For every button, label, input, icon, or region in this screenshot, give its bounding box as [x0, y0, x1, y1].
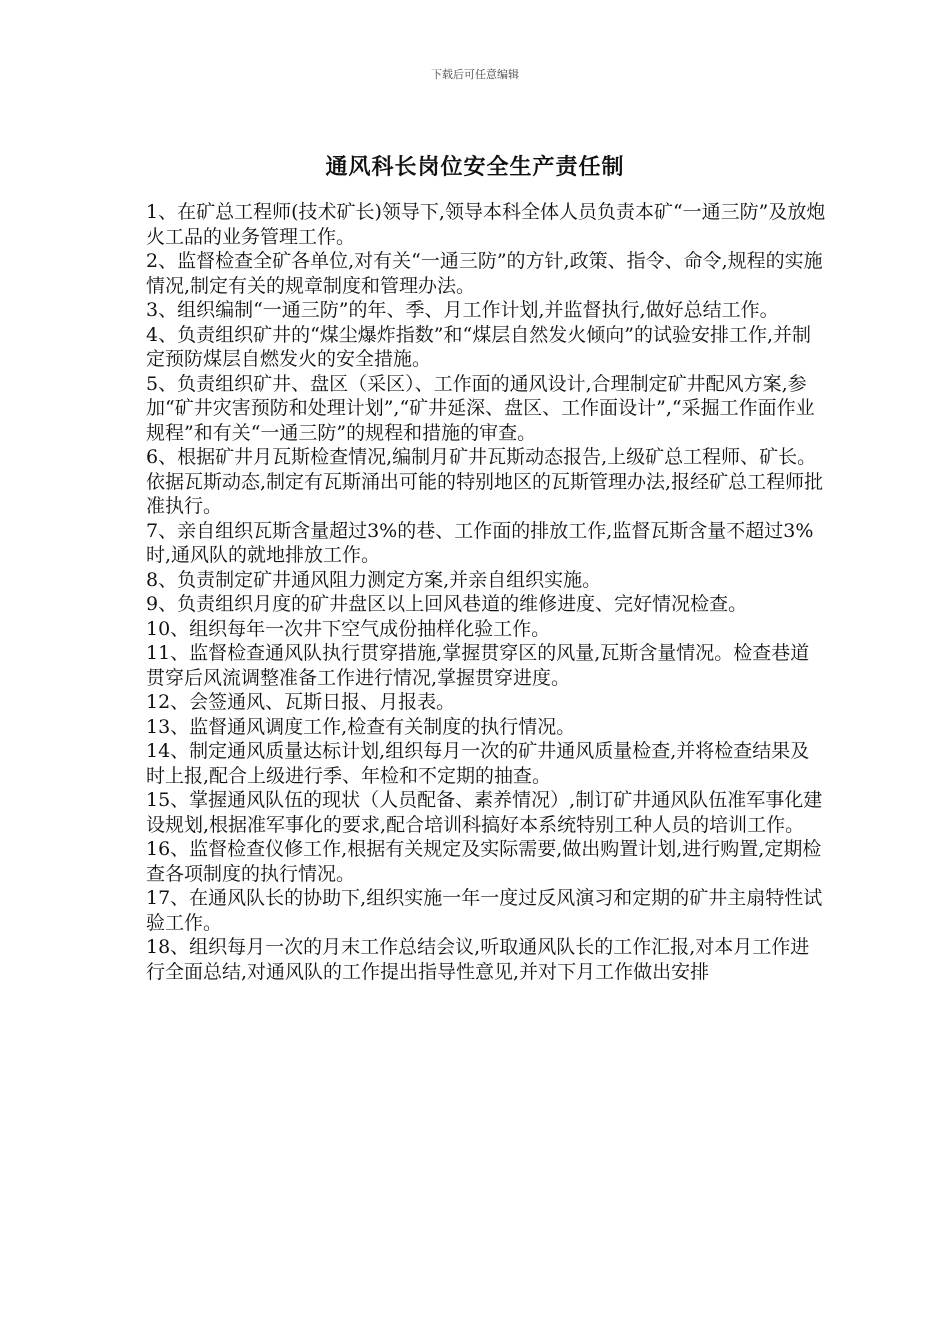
- list-item: 4、负责组织矿井的“煤尘爆炸指数”和“煤层自然发火倾向”的试验安排工作,并制定预防煤层自燃发火的安全措施。: [146, 323, 811, 370]
- list-item: 15、掌握通风队伍的现状（人员配备、素养情况）,制订矿井通风队伍准军事化建设规划,根据准军事化的要求,配合培训科搞好本系统特别工种人员的培训工作。: [146, 789, 823, 836]
- list-item: 3、组织编制“一通三防”的年、季、月工作计划,并监督执行,做好总结工作。: [146, 299, 779, 321]
- header-note: 下载后可任意编辑: [431, 68, 519, 81]
- list-item: 6、根据矿井月瓦斯检查情况,编制月矿井瓦斯动态报告,上级矿总工程师、矿长。依据瓦斯动态,制定有瓦斯涌出可能的特别地区的瓦斯管理办法,报经矿总工程师批准执行。: [146, 446, 824, 517]
- list-item: 12、会签通风、瓦斯日报、月报表。: [146, 691, 456, 713]
- list-item: 17、在通风队长的协助下,组织实施一年一度过反风演习和定期的矿井主扇特性试验工作。: [146, 887, 823, 934]
- list-item: 5、负责组织矿井、盘区（采区）、工作面的通风设计,合理制定矿井配风方案,参加“矿井灾害预防和处理计划”,“矿井延深、盘区、工作面设计”,“采掘工作面作业规程”和有关“一通三防”的规程和措施的审查。: [146, 372, 815, 444]
- list-item: 16、监督检查仪修工作,根据有关规定及实际需要,做出购置计划,进行购置,定期检查各项制度的执行情况。: [146, 838, 822, 885]
- list-item: 18、组织每月一次的月末工作总结会议,听取通风队长的工作汇报,对本月工作进行全面总结,对通风队的工作提出指导性意见,并对下月工作做出安排: [146, 936, 810, 983]
- list-item: 7、亲自组织瓦斯含量超过3%的巷、工作面的排放工作,监督瓦斯含量不超过3%时,通风队的就地排放工作。: [146, 519, 814, 566]
- list-item: 14、制定通风质量达标计划,组织每月一次的矿井通风质量检查,并将检查结果及时上报,配合上级进行季、年检和不定期的抽查。: [146, 740, 810, 787]
- list-item: 2、监督检查全矿各单位,对有关“一通三防”的方针,政策、指令、命令,规程的实施情况,制定有关的规章制度和管理办法。: [146, 250, 823, 297]
- document-title: 通风科长岗位安全生产责任制: [325, 155, 625, 180]
- list-item: 9、负责组织月度的矿井盘区以上回风巷道的维修进度、完好情况检查。: [146, 593, 748, 615]
- list-item: 8、负责制定矿井通风阻力测定方案,并亲自组织实施。: [146, 568, 602, 591]
- list-item: 13、监督通风调度工作,检查有关制度的执行情况。: [146, 715, 576, 738]
- list-item: 11、监督检查通风队执行贯穿措施,掌握贯穿区的风量,瓦斯含量情况。检查巷道贯穿后风流调整准备工作进行情况,掌握贯穿进度。: [146, 642, 810, 689]
- list-item: 10、组织每年一次井下空气成份抽样化验工作。: [146, 617, 551, 640]
- list-item: 1、在矿总工程师(技术矿长)领导下,领导本科全体人员负责本矿“一通三防”及放炮火工品的业务管理工作。: [146, 201, 826, 248]
- document-body: [146, 200, 826, 984]
